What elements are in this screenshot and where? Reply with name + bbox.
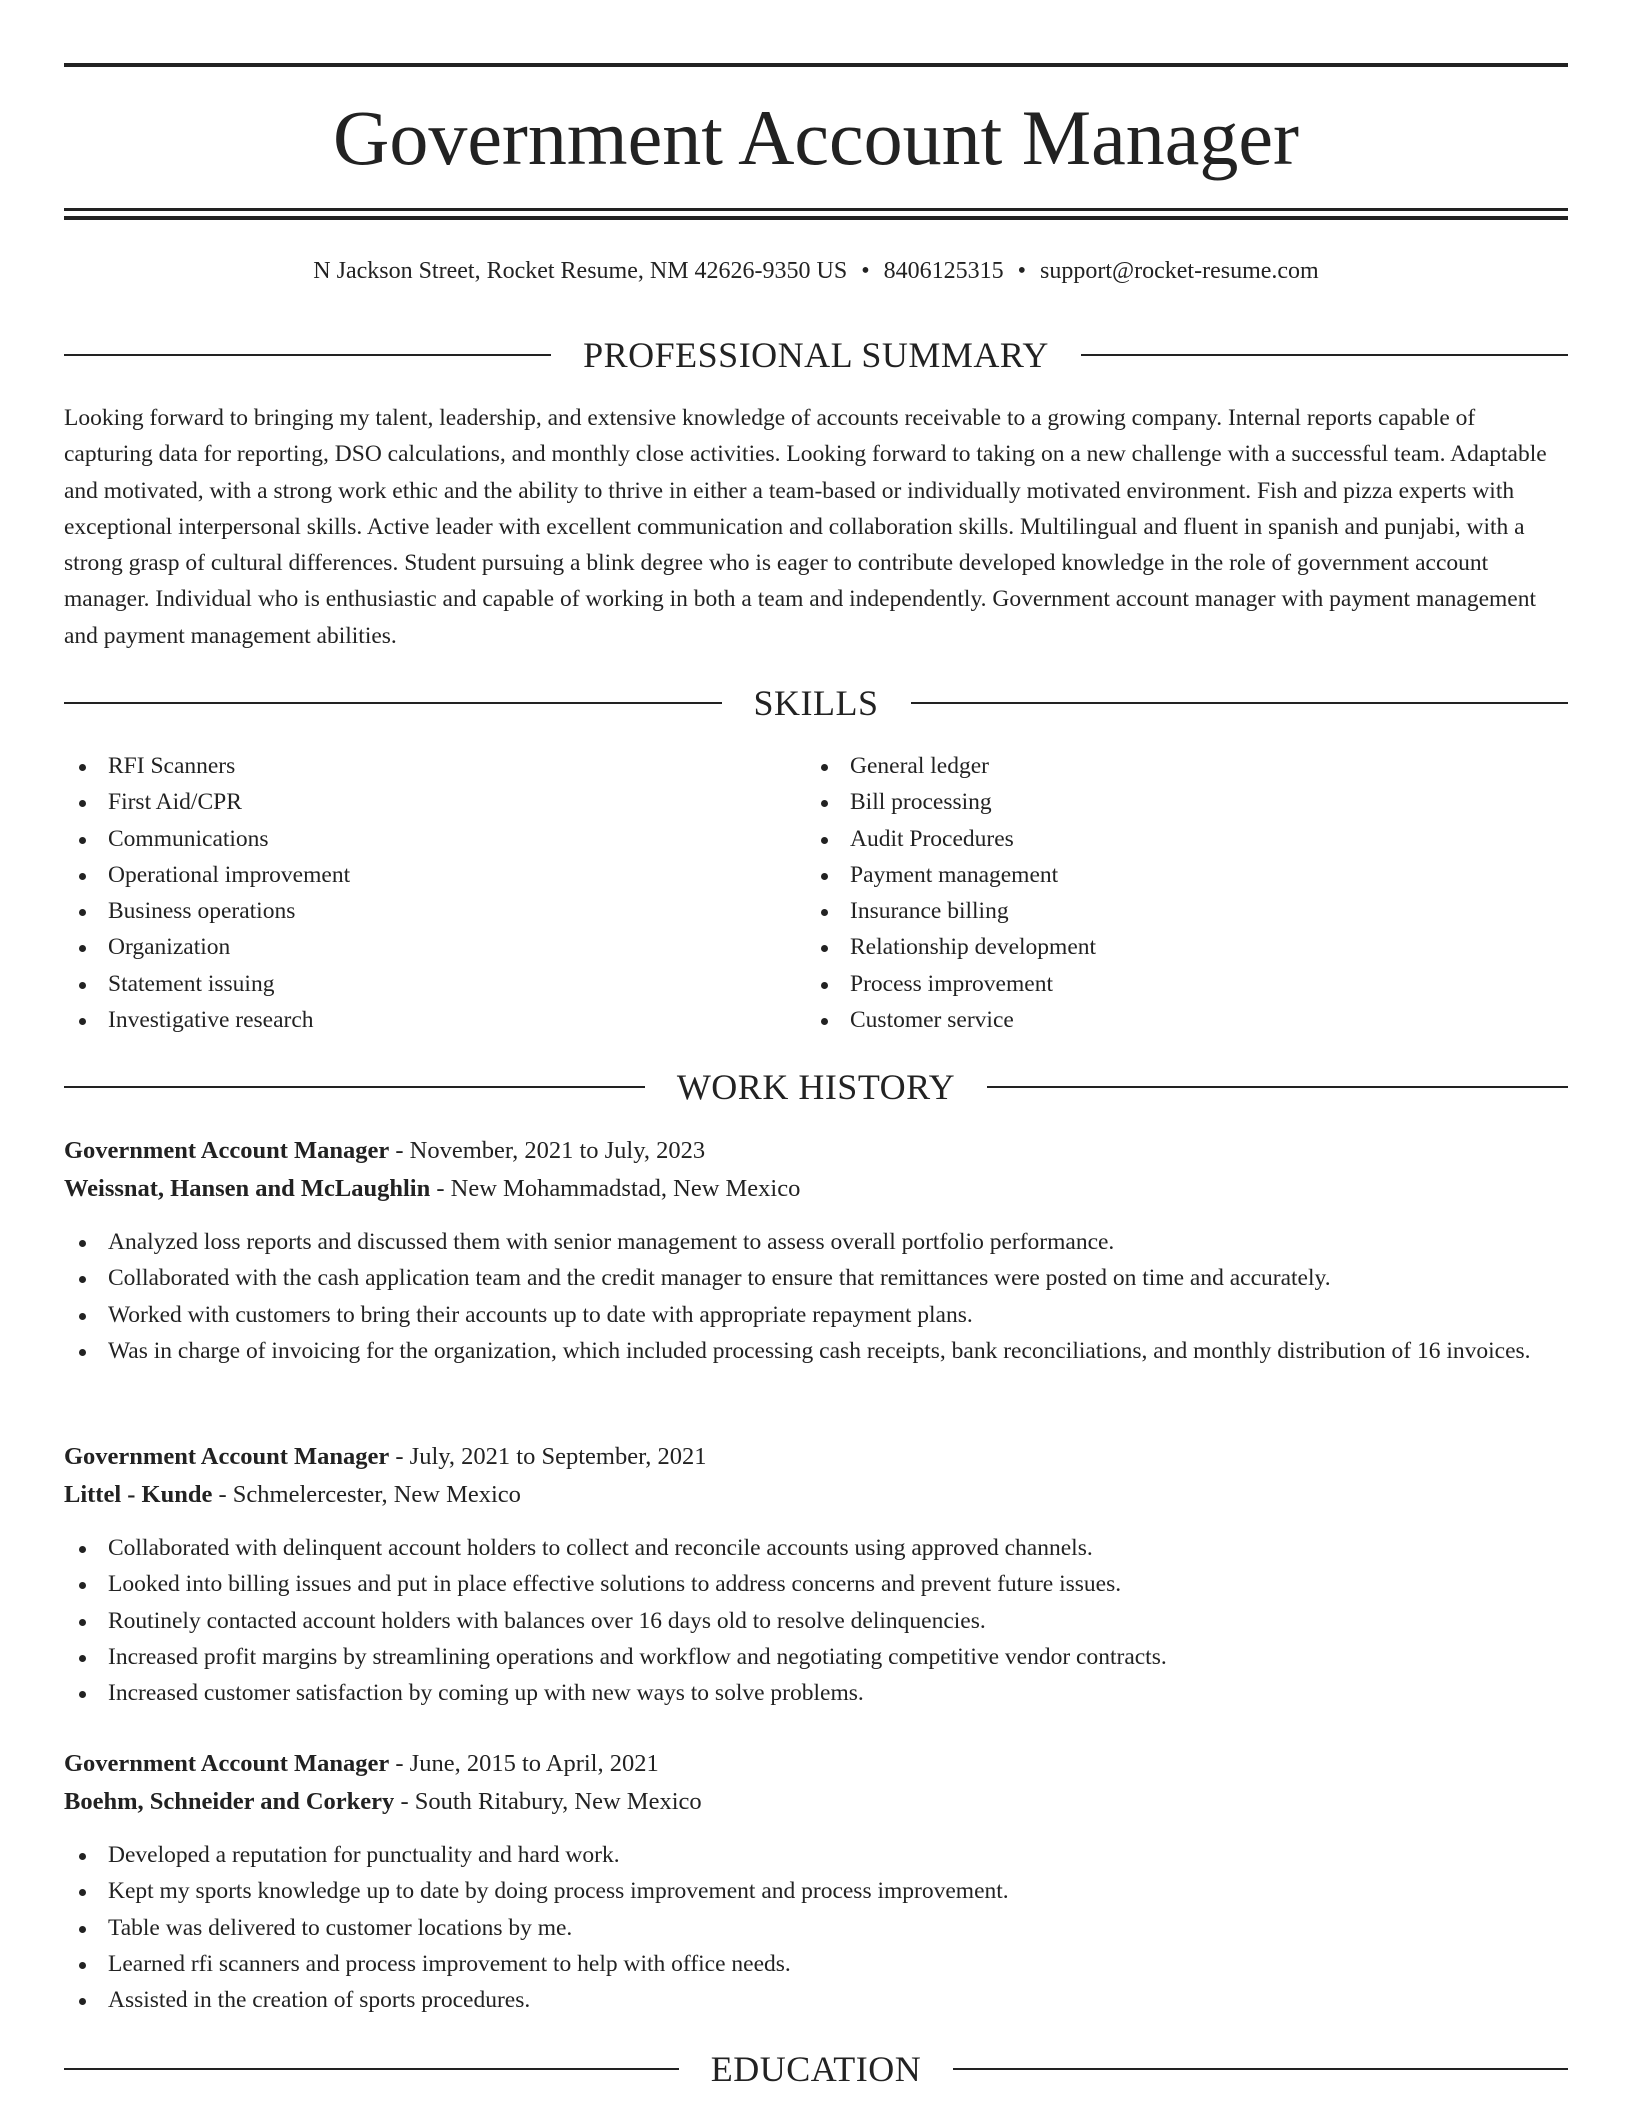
job-dates: - July, 2021 to September, 2021	[389, 1443, 707, 1470]
skill-item: Operational improvement	[64, 857, 804, 893]
skill-item: Audit Procedures	[806, 821, 1568, 857]
job-company-line	[64, 1476, 1568, 1514]
skill-item: General ledger	[806, 748, 1568, 784]
top-rule	[64, 63, 1568, 67]
skill-item: Statement issuing	[64, 966, 804, 1002]
skill-item: Process improvement	[806, 966, 1568, 1002]
heading-rule	[987, 1086, 1568, 1088]
job-company: Weissnat, Hansen and McLaughlin	[64, 1175, 431, 1202]
heading-rule	[953, 2068, 1568, 2070]
heading-rule	[64, 1086, 645, 1088]
heading-rule	[64, 2068, 679, 2070]
job-bullet: Developed a reputation for punctuality and hard work.	[64, 1837, 1568, 1873]
job-company: Boehm, Schneider and Corkery	[64, 1788, 395, 1815]
job-bullet: Increased profit margins by streamlining operations and workflow and negotiating competitive vendor contracts.	[64, 1639, 1568, 1675]
job-bullet: Learned rfi scanners and process improvement to help with office needs.	[64, 1946, 1568, 1982]
job-entry	[64, 1745, 1568, 2018]
job-entry	[64, 1132, 1568, 1369]
job-bullet: Looked into billing issues and put in place effective solutions to address concerns and prevent future issues.	[64, 1566, 1568, 1602]
contact-phone: 8406125315	[883, 258, 1004, 284]
section-title: SKILLS	[753, 683, 879, 723]
skill-item: Relationship development	[806, 929, 1568, 965]
resume-title: Government Account Manager	[332, 94, 1299, 181]
job-bullets	[64, 1530, 1568, 1711]
skill-item: Investigative research	[64, 1002, 804, 1038]
summary-text: Looking forward to bringing my talent, leadership, and extensive knowledge of accounts receivable to a growing company. Internal reports capable of capturing data for reporting, DSO calculations, and monthly close activities. Looking forward to taking on a new challenge with a successful team. Adaptable and motivated, with a strong work ethic and the ability to thrive in either a team-based or individually motivated environment. Fish and pizza experts with exceptional interpersonal skills. Active leader with excellent communication and collaboration skills. Multilingual and fluent in spanish and punjabi, with a strong grasp of cultural differences. Student pursuing a blink degree who is eager to contribute developed knowledge in the role of government account manager. Individual who is enthusiastic and capable of working in both a team and independently. Government account manager with payment management and payment management abilities.	[64, 405, 1547, 649]
job-dates: - November, 2021 to July, 2023	[389, 1137, 706, 1164]
contact-address: N Jackson Street, Rocket Resume, NM 42626-9350 US	[313, 258, 848, 284]
job-bullet: Collaborated with delinquent account holders to collect and reconcile accounts using approved channels.	[64, 1530, 1568, 1566]
job-title-line	[64, 1438, 1568, 1476]
job-company: Littel - Kunde	[64, 1481, 213, 1508]
job-title: Government Account Manager	[64, 1750, 390, 1777]
job-dates: - June, 2015 to April, 2021	[389, 1750, 659, 1777]
section-title: PROFESSIONAL SUMMARY	[583, 335, 1049, 375]
job-bullets	[64, 1224, 1568, 1369]
section-heading-summary	[64, 333, 1568, 377]
contact-separator: •	[1017, 258, 1027, 284]
job-entry	[64, 1438, 1568, 1711]
heading-rule	[64, 354, 551, 356]
job-title: Government Account Manager	[64, 1443, 390, 1470]
contact-separator: •	[861, 258, 870, 284]
section-title: WORK HISTORY	[676, 1067, 956, 1107]
job-location: - New Mohammadstad, New Mexico	[430, 1175, 801, 1202]
job-title-line	[64, 1745, 1568, 1783]
job-company-line	[64, 1783, 1568, 1821]
skills-list-left	[64, 748, 804, 1038]
skill-item: Communications	[64, 821, 804, 857]
job-title: Government Account Manager	[64, 1137, 390, 1164]
contact-line	[64, 254, 1568, 288]
section-title: EDUCATION	[710, 2049, 922, 2089]
job-bullet: Analyzed loss reports and discussed them with senior management to assess overall portfolio performance.	[64, 1224, 1568, 1260]
skill-item: Insurance billing	[806, 893, 1568, 929]
skill-item: First Aid/CPR	[64, 784, 804, 820]
skill-item: Organization	[64, 929, 804, 965]
skill-item: RFI Scanners	[64, 748, 804, 784]
job-bullet: Routinely contacted account holders with balances over 16 days old to resolve delinquencies.	[64, 1603, 1568, 1639]
title-rule-upper	[64, 208, 1568, 211]
job-bullet: Increased customer satisfaction by coming up with new ways to solve problems.	[64, 1675, 1568, 1711]
job-bullet: Assisted in the creation of sports procedures.	[64, 1982, 1568, 2018]
section-heading-skills	[64, 681, 1568, 725]
heading-rule	[64, 702, 722, 704]
job-bullet: Table was delivered to customer locations by me.	[64, 1910, 1568, 1946]
contact-email: support@rocket-resume.com	[1040, 258, 1319, 284]
title-rule-lower	[64, 216, 1568, 220]
skill-item: Business operations	[64, 893, 804, 929]
section-heading-education	[64, 2047, 1568, 2091]
job-location: - South Ritabury, New Mexico	[394, 1788, 702, 1815]
job-title-line	[64, 1132, 1568, 1170]
job-bullet: Kept my sports knowledge up to date by doing process improvement and process improvement.	[64, 1873, 1568, 1909]
section-heading-work-history	[64, 1065, 1568, 1109]
skill-item: Bill processing	[806, 784, 1568, 820]
job-bullets	[64, 1837, 1568, 2018]
skill-item: Payment management	[806, 857, 1568, 893]
heading-rule	[1081, 354, 1568, 356]
job-bullet: Worked with customers to bring their accounts up to date with appropriate repayment plans.	[64, 1297, 1568, 1333]
job-location: - Schmelercester, New Mexico	[212, 1481, 521, 1508]
skill-item: Customer service	[806, 1002, 1568, 1038]
job-bullet: Was in charge of invoicing for the organization, which included processing cash receipts, bank reconciliations, and monthly distribution of 16 invoices.	[64, 1333, 1568, 1369]
heading-rule	[911, 702, 1569, 704]
skills-list-right	[806, 748, 1568, 1038]
job-company-line	[64, 1170, 1568, 1208]
job-bullet: Collaborated with the cash application team and the credit manager to ensure that remittances were posted on time and accurately.	[64, 1260, 1568, 1296]
